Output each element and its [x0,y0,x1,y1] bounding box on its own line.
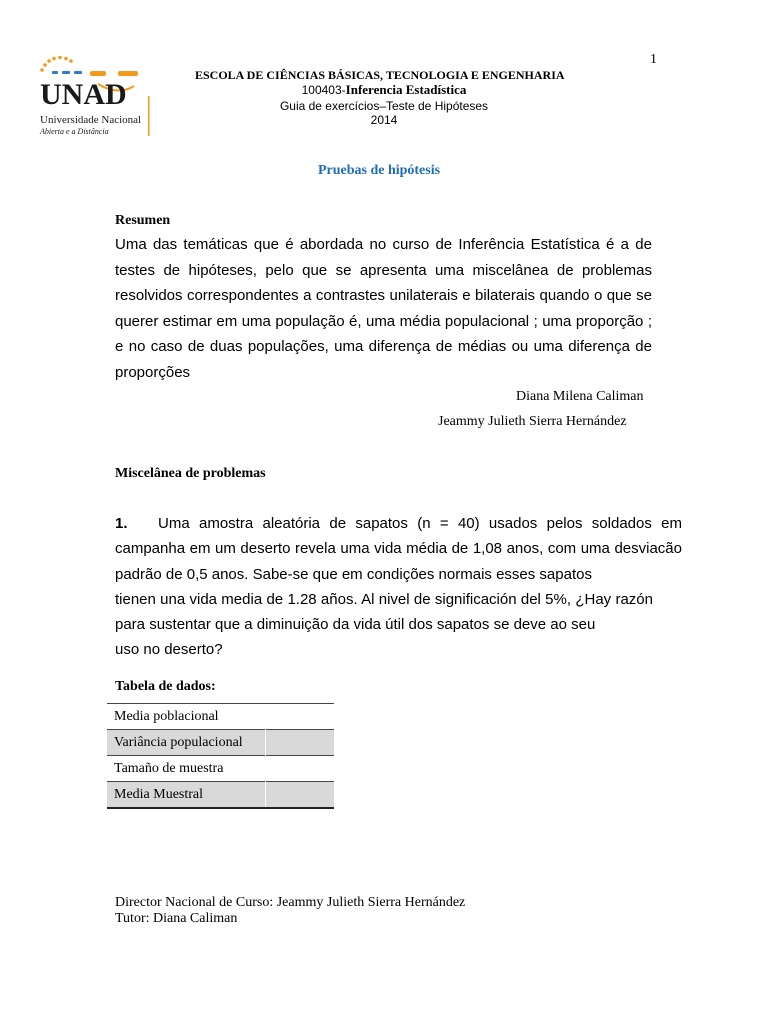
course-code: 100403- [301,83,346,97]
problem-line: padrão de 0,5 anos. Sabe-se que em condições normais esses sapatos [115,565,592,583]
logo-university-name: Universidade Nacional [40,114,142,126]
abstract-line: proporções [115,363,191,381]
abstract-line: e no caso de duas populações, uma diferença de médias ou uma diferença de [115,338,652,356]
author-name: Diana Milena Caliman [516,389,644,404]
problem-line [115,511,682,536]
problem-line: campanha em um deserto revela uma vida média de 1,08 anos, com uma desviacão [115,540,682,558]
table-row [107,704,334,730]
logo-acronym: UNAD [40,78,127,111]
table-cell-value [266,704,335,730]
problem-line: uso no deserto? [115,641,223,659]
table-cell-value [266,730,335,756]
problem-line: para sustentar que a diminuição da vida útil dos sapatos se deve ao seu [115,616,596,634]
abstract-line: Uma das temáticas que é abordada no curso de Inferência Estatística é a de [115,236,652,253]
page-number: 1 [650,52,657,67]
page-title: Pruebas de hipótesis [317,163,441,178]
table-row [107,730,334,756]
abstract-paragraph [115,232,652,386]
problem-number: 1. [115,515,128,532]
problem-1 [115,511,682,663]
abstract-line: querer estimar em uma população é, uma média populacional ; uma proporção ; [115,312,652,330]
guide-title: Guia de exercícios–Teste de Hipóteses [279,99,489,113]
table-row [107,756,334,782]
author-name: Jeammy Julieth Sierra Hernández [438,414,627,429]
course-line [0,82,768,98]
table-cell-label: Variância populacional [107,730,266,756]
table-cell-value [266,782,335,809]
year: 2014 [370,113,398,127]
abstract-heading: Resumen [115,213,171,228]
problems-heading: Miscelânea de problemas [115,466,266,481]
table-cell-label: Media Muestral [107,782,266,809]
footer-tutor: Tutor: Diana Caliman [115,911,238,926]
table-row [107,782,334,809]
course-name: Inferencia Estadística [345,82,467,97]
table-title: Tabela de dados: [115,679,216,694]
data-table [107,703,334,809]
problem-line: tienen una vida media de 1.28 años. Al nivel de significación del 5%, ¿Hay razón [115,590,653,608]
table-cell-label: Tamaño de muestra [114,760,224,776]
table-cell-value [266,756,335,782]
table-cell-label: Media poblacional [107,704,266,730]
school-name: ESCOLA DE CIÊNCIAS BÁSICAS, TECNOLOGIA E ENGENHARIA [195,68,565,82]
logo-university-subtitle: Abierta e a Distância [40,127,109,136]
abstract-line: testes de hipóteses, pelo que se apresenta uma miscelânea de problemas [115,261,652,279]
abstract-line: resolvidos correspondentes a contrastes unilaterais e bilaterais quando o que se [115,287,652,305]
footer-director: Director Nacional de Curso: Jeammy Julieth Sierra Hernández [115,895,466,910]
problem-text: Uma amostra aleatória de sapatos (n = 40) usados pelos soldados em [158,515,682,532]
